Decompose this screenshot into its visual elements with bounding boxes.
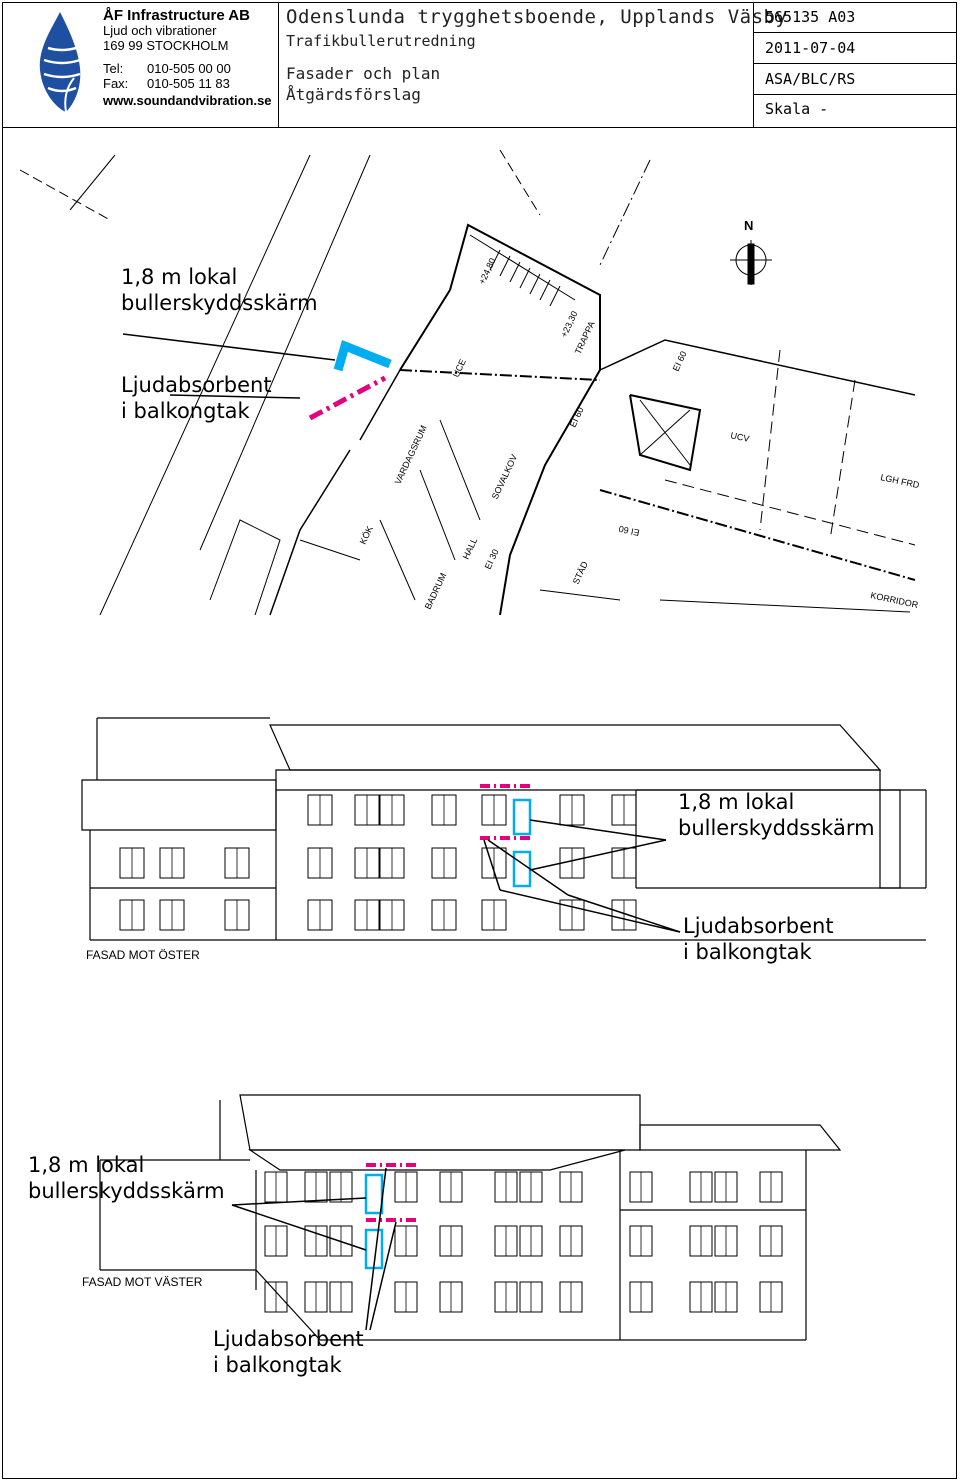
roof (240, 1095, 640, 1150)
label-line: bullerskyddsskärm (678, 816, 875, 840)
room-label: TRAPPA (572, 319, 597, 356)
drawing-title: Fasader och plan (286, 64, 441, 83)
roof (250, 1150, 625, 1170)
label-line: bullerskyddsskärm (121, 291, 318, 315)
label-line: 1,8 m lokal (678, 790, 795, 814)
project-subtitle: Trafikbullerutredning (286, 32, 476, 50)
tel-label: Tel: (103, 61, 124, 76)
fax-number: 010-505 11 83 (147, 76, 230, 91)
fire-label: EI 30 (482, 547, 501, 571)
label-line: Ljudabsorbent (213, 1327, 364, 1351)
label-line: i balkongtak (213, 1353, 342, 1377)
company-name: ÅF Infrastructure AB (103, 7, 250, 24)
company-division: Ljud och vibrationer (103, 23, 217, 38)
room-label: HALL (460, 536, 480, 561)
level-label: +23,30 (558, 309, 580, 339)
label-line: i balkongtak (121, 399, 250, 423)
tel-number: 010-505 00 00 (147, 61, 231, 76)
room-label: LGH FRD (879, 472, 921, 491)
drawing-scale: Skala - (765, 100, 829, 118)
drawing-date: 2011-07-04 (765, 39, 856, 57)
fax-label: Fax: (103, 76, 129, 91)
project-title: Odenslunda trygghetsboende, Upplands Väsby (286, 6, 788, 28)
label-line: i balkongtak (683, 940, 812, 964)
room-label: VARDAGSRUM (392, 423, 429, 486)
label-line: 1,8 m lokal (121, 265, 238, 289)
drawing-number: 565135 A03 (765, 8, 856, 26)
room-label: UCV (729, 430, 751, 444)
noise-screen-west-upper (366, 1175, 382, 1213)
fire-label: EI 60 (670, 349, 689, 373)
leader-line (232, 1205, 366, 1250)
label-line: Ljudabsorbent (683, 914, 834, 938)
east-facade-caption: FASAD MOT ÖSTER (86, 948, 200, 962)
room-label: KÖK (357, 524, 375, 546)
north-label: N (744, 218, 754, 233)
room-label: BADRUM (422, 571, 449, 611)
label-line: Ljudabsorbent (121, 373, 272, 397)
room-label: STÄD (570, 559, 590, 586)
label-line: 1,8 m lokal (28, 1153, 145, 1177)
room-label: KORRIDOR (869, 590, 920, 611)
company-address: 169 99 STOCKHOLM (103, 38, 229, 53)
drawing-subtitle: Åtgärdsförslag (286, 85, 421, 104)
west-screen-label (28, 1152, 225, 1204)
room-label: UCE (450, 357, 468, 379)
fire-label: EI 60 (567, 405, 586, 429)
label-line: bullerskyddsskärm (28, 1179, 225, 1203)
company-website: www.soundandvibration.se (103, 93, 272, 108)
west-facade-caption: FASAD MOT VÄSTER (82, 1275, 203, 1289)
room-label: SOVALKOV (489, 452, 520, 501)
fire-label: EI 60 (617, 523, 641, 538)
level-label: +24,80 (476, 256, 498, 286)
west-absorbent-label (213, 1326, 364, 1378)
drawing-authors: ASA/BLC/RS (765, 70, 856, 88)
